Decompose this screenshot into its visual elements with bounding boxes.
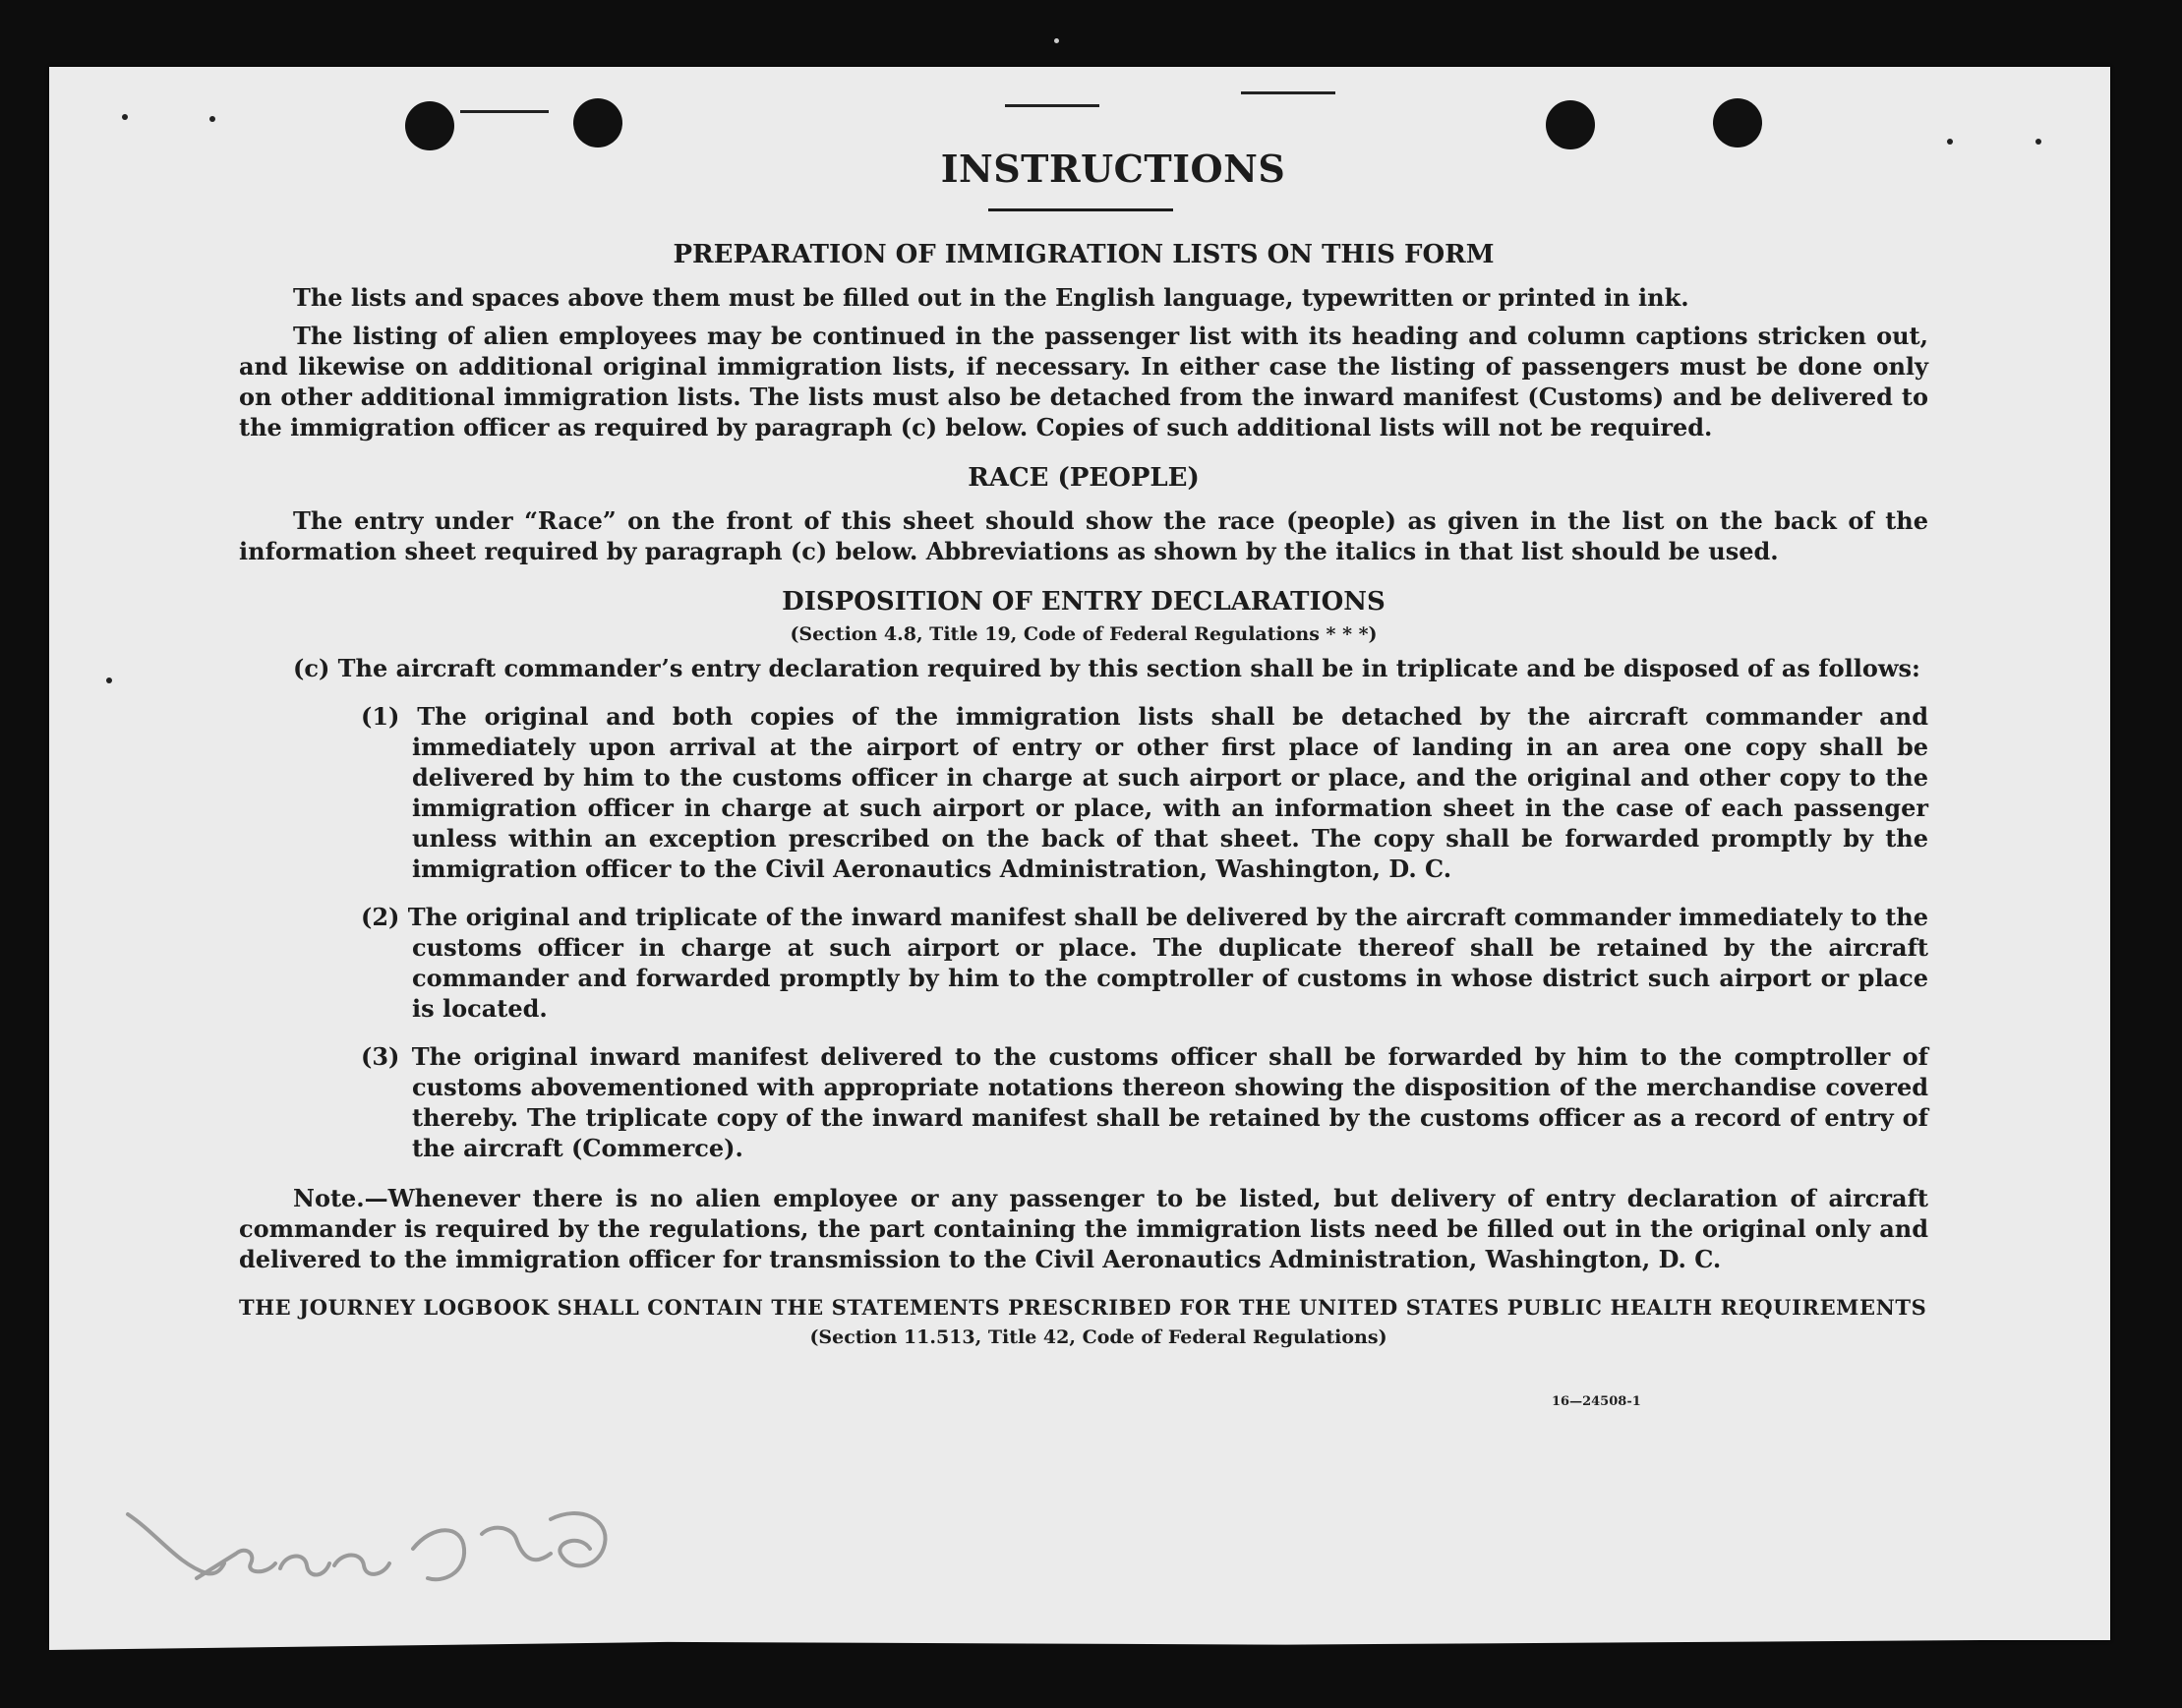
disposition-intro: (c) The aircraft commander’s entry declaration required by this section shall be in triplicate and be disposed of as follows: [293,654,1920,682]
health-reference: (Section 11.513, Title 42, Code of Federal Regulations) [809,1326,1387,1348]
health-statement: THE JOURNEY LOGBOOK SHALL CONTAIN THE STATEMENTS PRESCRIBED FOR THE UNITED STATES PUBLIC HEALTH REQUIREMENTS [239,1295,1927,1320]
preparation-paragraph-2: The listing of alien employees may be continued in the passenger list with its heading and column captions stricken out, and likewise on additional original immigration lists, if necessary. In either case the listing of passengers must be done only on other additional immigration lists. The lists must also be detached from the inward manifest (Customs) and be delivered to the immigration officer as required by paragraph (c) below. Copies of such additional lists will not be required. [239,322,1928,442]
speck [122,114,128,120]
race-heading: RACE (PEOPLE) [968,463,1200,493]
punch-hole-left-1 [405,101,454,150]
form-number: 16—24508-1 [1552,1394,1641,1409]
punch-hole-left-2 [573,98,622,147]
race-paragraph: The entry under “Race” on the front of this sheet should show the race (people) as given in the list on the back of the information sheet required by paragraph (c) below. Abbreviations as shown by the italics in that list should be used. [239,506,1928,565]
disposition-item-1: (1) The original and both copies of the immigration lists shall be detached by the aircraft commander and immediately upon arrival at the airport of entry or other first place of landing in an area one copy shall be delivered by him to the customs officer in charge at such airport or place, and the original and other copy to the immigration officer in charge at such airport or place, with an information sheet in the case of each passenger unless within an exception prescribed on the back of that sheet. The copy shall be forwarded promptly by the immigration officer to the Civil Aeronautics Administration, Washington, D. C. [361,702,1928,883]
speck [209,116,215,122]
note-paragraph: Note.—Whenever there is no alien employee or any passenger to be listed, but delivery of entry declaration of aircraft commander is required by the regulations, the part containing the immigration lists need be filled out in the original only and delivered to the immigration officer for transmission to the Civil Aeronautics Administration, Washington, D. C. [239,1184,1928,1273]
speck [1947,139,1953,145]
handwritten-signature [118,1495,629,1613]
ink-mark [460,110,549,113]
speck [2035,139,2041,145]
punch-hole-right-2 [1713,98,1762,147]
ink-mark [1005,104,1099,107]
page-title: INSTRUCTIONS [940,147,1286,191]
speck [106,677,112,683]
preparation-heading: PREPARATION OF IMMIGRATION LISTS ON THIS FORM [673,240,1495,269]
instructions-content [239,147,1928,1353]
ink-mark [1241,91,1335,94]
disposition-reference: (Section 4.8, Title 19, Code of Federal Regulations * * *) [790,623,1378,645]
speck [1054,38,1059,43]
sheet-torn-edge [49,1632,2110,1650]
punch-hole-right-1 [1546,100,1595,149]
title-underline [988,208,1173,211]
disposition-item-3: (3) The original inward manifest delivered to the customs officer shall be forwarded by him to the comptroller of customs abovementioned with appropriate notations thereon showing the disposition of the merchandise covered thereby. The triplicate copy of the inward manifest shall be retained by the customs officer as a record of entry of the aircraft (Commerce). [361,1042,1928,1162]
disposition-item-2: (2) The original and triplicate of the inward manifest shall be delivered by the aircraft commander immediately to the customs officer in charge at such airport or place. The duplicate thereof shall be retained by the aircraft commander and forwarded promptly by him to the comptroller of customs in whose district such airport or place is located. [361,903,1928,1023]
preparation-paragraph-1: The lists and spaces above them must be filled out in the English language, typewritten or printed in ink. [293,283,1689,312]
disposition-heading: DISPOSITION OF ENTRY DECLARATIONS [782,587,1386,617]
